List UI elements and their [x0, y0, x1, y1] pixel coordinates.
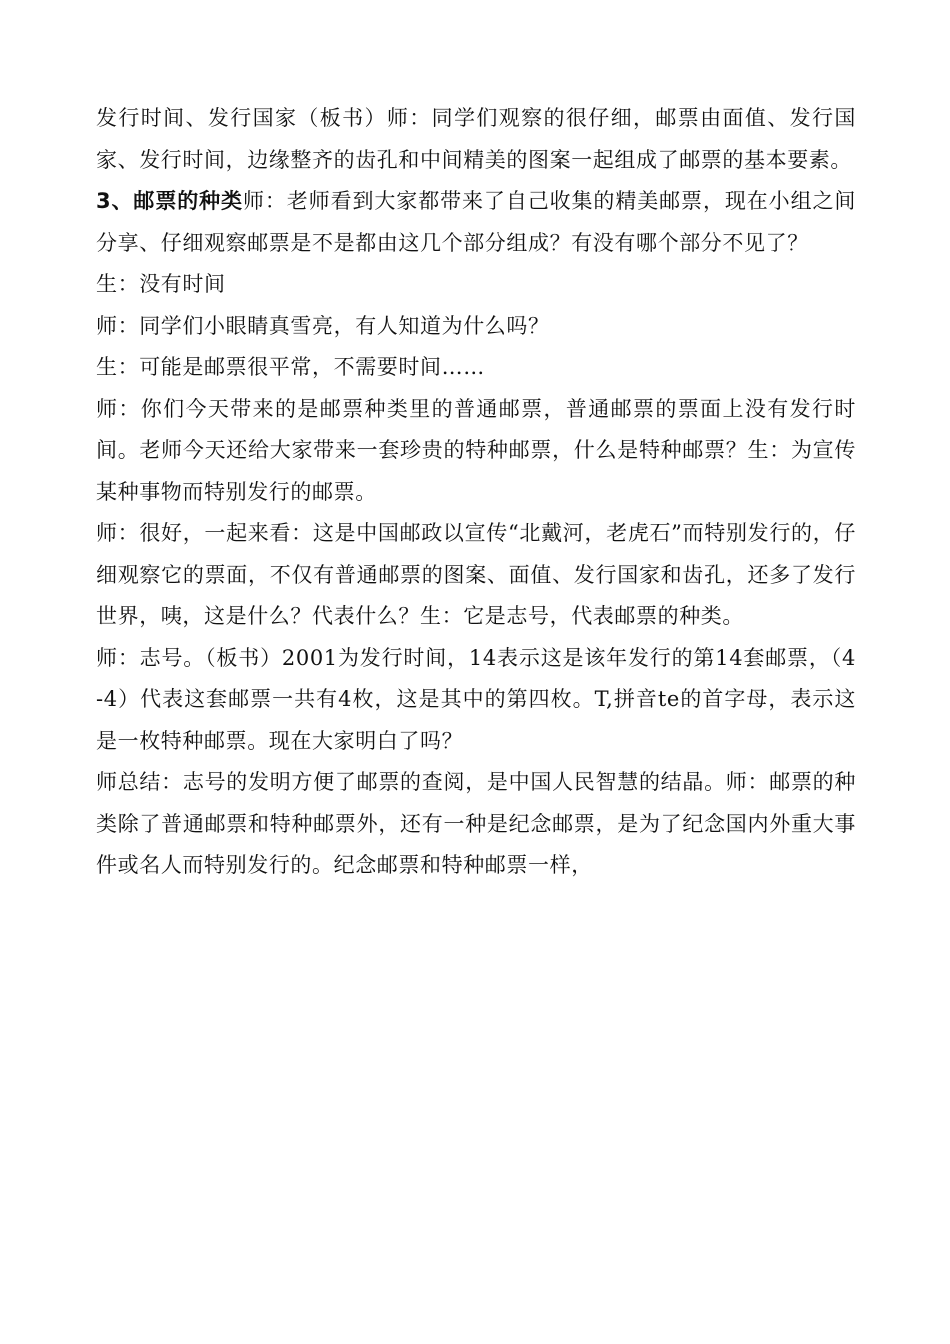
document-body	[96, 98, 856, 887]
paragraph-4	[96, 306, 856, 348]
paragraph-3	[96, 264, 856, 306]
section-heading: 3、邮票的种类	[96, 189, 243, 213]
paragraph-text: 师：老师看到大家都带来了自己收集的精美邮票，现在小组之间分享、仔细观察邮票是不是都由这几个部分组成？有没有哪个部分不见了？	[96, 189, 856, 255]
paragraph-text: 生：可能是邮票很平常，不需要时间……	[96, 355, 485, 379]
paragraph-text: 师：很好，一起来看：这是中国邮政以宣传“北戴河，老虎石”而特别发行的，仔细观察它的票面，不仅有普通邮票的图案、面值、发行国家和齿孔，还多了发行世界，咦，这是什么？代表什么？生：它是志号，代表邮票的种类。	[96, 521, 856, 628]
paragraph-text: 生：没有时间	[96, 272, 226, 296]
paragraph-1	[96, 98, 856, 181]
paragraph-5	[96, 347, 856, 389]
paragraph-6	[96, 389, 856, 514]
paragraph-2	[96, 181, 856, 264]
paragraph-text: 师：同学们小眼睛真雪亮，有人知道为什么吗？	[96, 313, 550, 338]
paragraph-text: 师：你们今天带来的是邮票种类里的普通邮票，普通邮票的票面上没有发行时间。老师今天还给大家带来一套珍贵的特种邮票，什么是特种邮票？生：为宣传某种事物而特别发行的邮票。	[96, 396, 856, 504]
paragraph-text: 师总结：志号的发明方便了邮票的查阅，是中国人民智慧的结晶。师：邮票的种类除了普通邮票和特种邮票外，还有一种是纪念邮票，是为了纪念国内外重大事件或名人而特别发行的。纪念邮票和特种邮票一样，	[96, 770, 856, 877]
paragraph-7	[96, 513, 856, 638]
paragraph-text: 师：志号。（板书）2001为发行时间，14表示这是该年发行的第14套邮票，（4-4）代表这套邮票一共有4枚，这是其中的第四枚。T,拼音te的首字母，表示这是一枚特种邮票。现在大家明白了吗？	[96, 645, 856, 753]
paragraph-9	[96, 762, 856, 887]
paragraph-text: 发行时间、发行国家（板书）师：同学们观察的很仔细，邮票由面值、发行国家、发行时间，边缘整齐的齿孔和中间精美的图案一起组成了邮票的基本要素。	[96, 106, 856, 172]
paragraph-8	[96, 638, 856, 763]
